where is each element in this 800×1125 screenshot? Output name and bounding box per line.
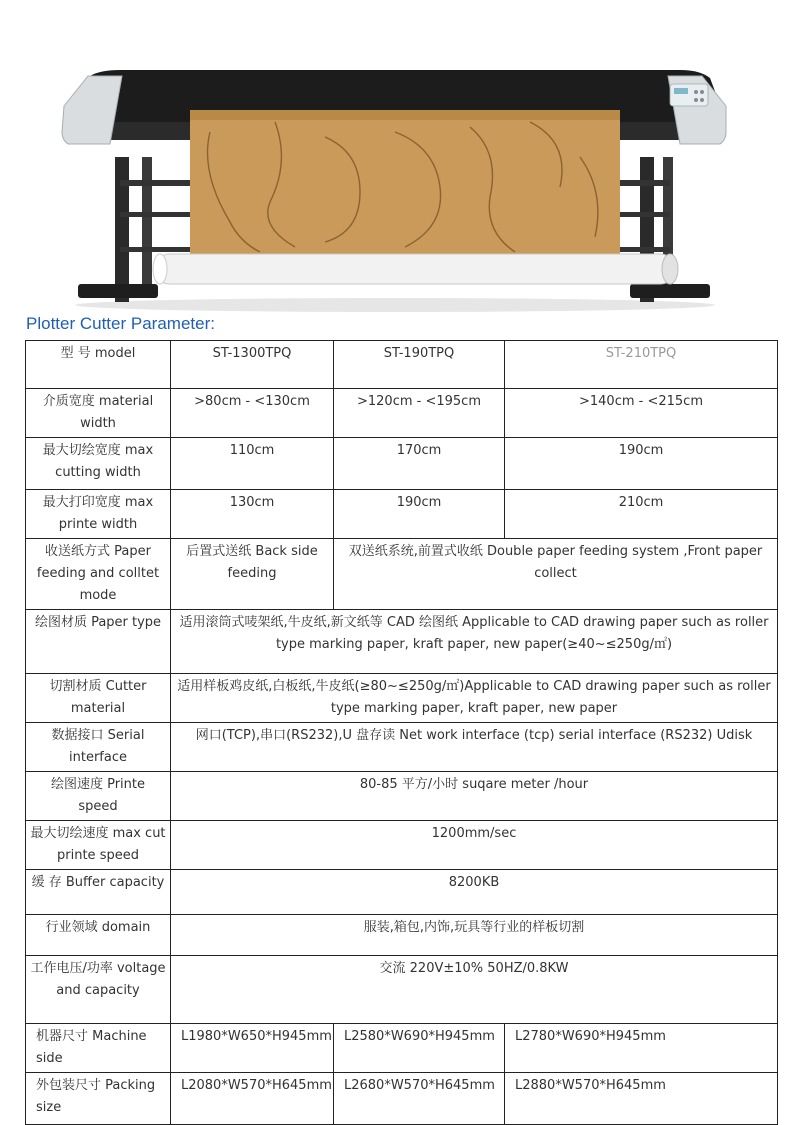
plotter-cutter-image xyxy=(60,62,730,312)
cell-value: 190cm xyxy=(505,438,778,490)
row-label: 绘图速度 Printe speed xyxy=(26,772,171,821)
row-label: 介质宽度 material width xyxy=(26,389,171,438)
row-label: 最大切绘宽度 max cutting width xyxy=(26,438,171,490)
cell-value: 适用样板鸡皮纸,白板纸,牛皮纸(≥80~≤250g/㎡)Applicable to CAD drawing paper such as roller type marking paper, kraft paper, new paper xyxy=(171,674,778,723)
cell-value: L2580*W690*H945mm xyxy=(334,1024,505,1073)
cell-value: >120cm - <195cm xyxy=(334,389,505,438)
cell-value: >140cm - <215cm xyxy=(505,389,778,438)
cell-value: 110cm xyxy=(171,438,334,490)
cell-value: L2880*W570*H645mm xyxy=(505,1073,778,1125)
table-row xyxy=(26,610,778,674)
row-label: 绘图材质 Paper type xyxy=(26,610,171,674)
row-label: 最大打印宽度 max printe width xyxy=(26,490,171,539)
cell-value: 网口(TCP),串口(RS232),U 盘存读 Net work interface (tcp) serial interface (RS232) Udisk xyxy=(171,723,778,772)
cell-value: 交流 220V±10% 50HZ/0.8KW xyxy=(171,956,778,1024)
row-label: 缓 存 Buffer capacity xyxy=(26,870,171,915)
table-row xyxy=(26,821,778,870)
row-label: 最大切绘速度 max cut printe speed xyxy=(26,821,171,870)
table-row xyxy=(26,870,778,915)
table-row xyxy=(26,915,778,956)
table-row xyxy=(26,438,778,490)
row-label: 外包装尺寸 Packing size xyxy=(26,1073,171,1125)
table-row xyxy=(26,389,778,438)
table-row xyxy=(26,956,778,1024)
spec-table xyxy=(25,340,778,1125)
cell-value: ST-210TPQ xyxy=(505,341,778,389)
table-row xyxy=(26,723,778,772)
table-row xyxy=(26,772,778,821)
cell-value: ST-1300TPQ xyxy=(171,341,334,389)
cell-value: 80-85 平方/小时 suqare meter /hour xyxy=(171,772,778,821)
row-label: 型 号 model xyxy=(26,341,171,389)
row-label: 收送纸方式 Paper feeding and colltet mode xyxy=(26,539,171,610)
table-row xyxy=(26,490,778,539)
cell-value: 170cm xyxy=(334,438,505,490)
cell-value: L1980*W650*H945mm xyxy=(171,1024,334,1073)
cell-value: 190cm xyxy=(334,490,505,539)
table-row xyxy=(26,674,778,723)
cell-value: 服装,箱包,内饰,玩具等行业的样板切割 xyxy=(171,915,778,956)
cell-value: 130cm xyxy=(171,490,334,539)
cell-value: 8200KB xyxy=(171,870,778,915)
row-label: 行业领域 domain xyxy=(26,915,171,956)
cell-value: 210cm xyxy=(505,490,778,539)
row-label: 工作电压/功率 voltage and capacity xyxy=(26,956,171,1024)
table-row xyxy=(26,341,778,389)
cell-value: >80cm - <130cm xyxy=(171,389,334,438)
cell-value: 双送纸系统,前置式收纸 Double paper feeding system ,Front paper collect xyxy=(334,539,778,610)
section-heading: Plotter Cutter Parameter: xyxy=(26,314,215,333)
cell-value: 后置式送纸 Back side feeding xyxy=(171,539,334,610)
cell-value: L2680*W570*H645mm xyxy=(334,1073,505,1125)
cell-value: ST-190TPQ xyxy=(334,341,505,389)
cell-value: L2780*W690*H945mm xyxy=(505,1024,778,1073)
cell-value: L2080*W570*H645mm xyxy=(171,1073,334,1125)
row-label: 切割材质 Cutter material xyxy=(26,674,171,723)
row-label: 数据接口 Serial interface xyxy=(26,723,171,772)
table-row xyxy=(26,1024,778,1073)
cell-value: 适用滚筒式唛架纸,牛皮纸,新文纸等 CAD 绘图纸 Applicable to CAD drawing paper such as roller type marking paper, kraft paper, new paper(≥40~≤250g/㎡) xyxy=(171,610,778,674)
table-row xyxy=(26,1073,778,1125)
table-row xyxy=(26,539,778,610)
row-label: 机器尺寸 Machine side xyxy=(26,1024,171,1073)
cell-value: 1200mm/sec xyxy=(171,821,778,870)
